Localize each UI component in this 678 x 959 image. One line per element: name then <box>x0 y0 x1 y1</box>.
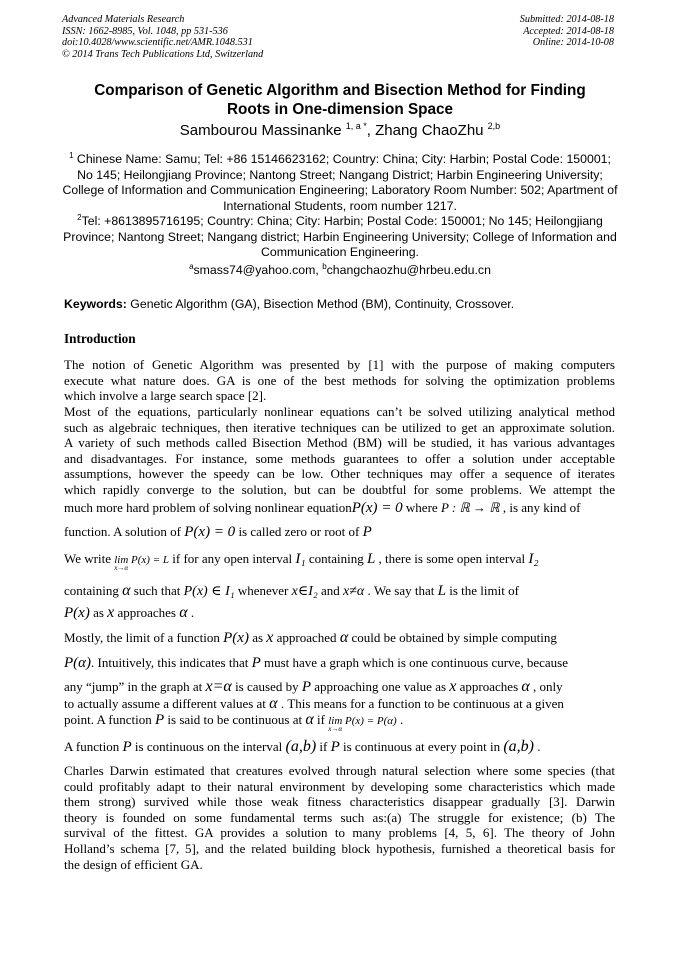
paragraph-2 <box>64 404 615 498</box>
text-span: , only <box>529 679 563 694</box>
affiliation-1-mark: 1 <box>69 151 74 160</box>
formula: α <box>339 629 349 646</box>
text-span: is called zero or root of <box>235 524 363 539</box>
text-span: . <box>396 712 404 727</box>
text-span: . <box>533 739 541 754</box>
text-span: as <box>248 630 267 645</box>
limit-expression <box>114 551 169 572</box>
formula: P(α) <box>64 655 92 671</box>
affiliation-1 <box>60 148 620 214</box>
paragraph-1 <box>64 357 615 404</box>
affiliation-1-text: Chinese Name: Samu; Tel: +86 15146623162; Country: China; City: Harbin; Postal Code: 150001; No 145; Heilongjiang Province; Nantong Street; Nangang District; Harbin Engineering University; College of Information and Communication Engineering; Laboratory Room Number: 502; Apartment of International Students, room number 1217. <box>62 152 618 213</box>
journal-header <box>62 14 263 60</box>
formula: α <box>521 678 530 695</box>
limit-subscript: x→α <box>114 564 128 572</box>
keywords <box>64 297 619 311</box>
section-heading-introduction: Introduction <box>64 331 136 346</box>
text-line: execute what nature does. GA is one of the best methods for solving the optimization problems <box>64 372 615 388</box>
text-line: Holland’s schema [7, 5], and the related building block hypothesis, furnished a theoretical basis for <box>64 840 615 856</box>
text-span: function. A solution of <box>64 524 185 539</box>
math-line <box>64 582 615 600</box>
formula: P <box>330 739 340 755</box>
text-line: assumptions, however the speedy can be low. Other techniques may offer a sequence of iterates <box>64 466 615 482</box>
formula: P <box>155 712 165 728</box>
text-span: must have a graph which is one continuous curve, because <box>260 655 568 670</box>
formula: P(x) = 0 <box>184 524 236 540</box>
accepted-date: Accepted: 2014-08-18 <box>523 25 614 37</box>
title-line-1: Comparison of Genetic Algorithm and Bisection Method for Finding <box>94 82 586 99</box>
copyright: © 2014 Trans Tech Publications Ltd, Switzerland <box>62 48 264 60</box>
formula: lim P(x) = L <box>114 554 169 566</box>
text-span: as <box>89 605 108 620</box>
formula: P(x) = 0 <box>351 500 403 516</box>
text-span: approaching one value as <box>311 679 450 694</box>
text-span: if <box>316 739 331 754</box>
text-span: . We say that <box>364 583 438 598</box>
text-span: is caused by <box>231 679 302 694</box>
text-span: . Intuitively, this indicates that <box>91 655 252 670</box>
keywords-text: Genetic Algorithm (GA), Bisection Method (BM), Continuity, Crossover. <box>126 297 515 311</box>
formula: x <box>107 604 115 621</box>
formula: L <box>437 583 446 599</box>
math-line <box>64 738 615 756</box>
formula: α <box>305 711 314 728</box>
title-line-2: Roots in One-dimension Space <box>226 101 454 118</box>
text-span: , is any kind of <box>499 500 581 515</box>
text-span: much more hard problem of solving nonlinear equation <box>64 500 352 515</box>
text-span: containing <box>64 583 123 598</box>
formula: P <box>362 524 372 540</box>
formula: α <box>122 582 131 599</box>
paragraph-8 <box>64 763 615 872</box>
text-span: any “jump” in the graph at <box>64 679 206 694</box>
author-1: Sambourou Massinanke <box>179 122 342 139</box>
formula: x∈I₂ <box>291 584 318 599</box>
math-line <box>64 524 615 541</box>
paper-title <box>60 81 620 119</box>
text-line: A variety of such methods called Bisection Method (BM) will be studied, it has various advantages <box>64 435 615 451</box>
formula: P(x) ∈ I₁ <box>183 584 235 599</box>
text-span: where <box>402 500 441 515</box>
text-span: containing <box>305 551 367 566</box>
online-date: Online: 2014-10-08 <box>532 37 614 49</box>
formula: α <box>179 604 188 621</box>
text-line: them strong) survived while those weak fitness characteristics disappear gradually [3]. Darwin <box>64 794 615 810</box>
formula: x <box>449 678 457 695</box>
text-line: such as algebraic techniques, then iterative techniques can be utilized to get an approximate solution. <box>64 419 615 435</box>
formula: P <box>122 739 132 755</box>
text-line: and disadvantages. For instance, some methods guarantees to offer a solution under acceptable <box>64 450 615 466</box>
text-span: whenever <box>234 583 292 598</box>
journal-name: Advanced Materials Research <box>62 14 185 25</box>
text-line: Charles Darwin estimated that creatures evolved through natural selection where some species (that <box>64 763 615 778</box>
text-span: approaches <box>456 679 522 694</box>
text-span: is continuous on the interval <box>131 739 286 754</box>
text-span: if <box>313 712 329 727</box>
formula: P <box>251 655 261 671</box>
issn: ISSN: 1662-8985, Vol. 1048, pp 531-536 <box>62 25 228 37</box>
text-line: the design of efficient GA. <box>64 856 203 872</box>
text-span: We write <box>64 551 115 566</box>
formula: (a,b) <box>285 738 317 755</box>
author-2: Zhang ChaoZhu <box>375 122 484 139</box>
formula: P(x) <box>223 630 249 646</box>
math-line <box>64 551 615 572</box>
text-span: if for any open interval <box>169 551 296 566</box>
formula: P(x) <box>64 605 90 621</box>
text-span: to actually assume a different values at <box>64 696 270 711</box>
limit-expression <box>328 712 397 733</box>
author-2-marks: 2,b <box>487 121 501 131</box>
text-line: could profitably adapt to their natural environment by developing some characteristics which made <box>64 778 615 794</box>
text-span: . <box>187 605 195 620</box>
math-line <box>64 711 615 733</box>
formula: I₁ <box>295 551 306 567</box>
text-span: . This means for a function to be continuous at a given <box>277 696 564 711</box>
text-span: approached <box>273 630 340 645</box>
keywords-label: Keywords: <box>64 297 127 311</box>
formula: lim P(x) = P(α) <box>328 715 397 727</box>
submitted-date: Submitted: 2014-08-18 <box>519 14 614 25</box>
text-span: and <box>317 583 344 598</box>
text-line: Most of the equations, particularly nonlinear equations can’t be solved utilizing analytical method <box>64 404 615 419</box>
formula: x=α <box>205 678 232 695</box>
formula: I₂ <box>528 551 539 567</box>
text-span: point. A function <box>64 712 155 727</box>
formula: (a,b) <box>503 738 534 755</box>
math-line <box>64 655 615 672</box>
text-span: such that <box>130 583 184 598</box>
email-a-mark: a <box>189 262 194 271</box>
text-span: is the limit of <box>445 583 519 598</box>
affiliation-2 <box>60 210 620 261</box>
text-span: approaches <box>114 605 180 620</box>
text-span: could be obtained by simple computing <box>348 630 557 645</box>
math-line <box>64 500 615 517</box>
formula: L <box>366 551 376 567</box>
formula: x <box>266 629 274 646</box>
text-span: Mostly, the limit of a function <box>64 630 224 645</box>
text-line: which involve a large search space [2]. <box>64 388 267 404</box>
text-span: , there is some open interval <box>375 551 529 566</box>
text-line: which rapidly converge to the solution, but can be doubtful for some problems. We attempt the <box>64 481 615 497</box>
math-line <box>64 604 615 622</box>
doi-link[interactable]: doi:10.4028/www.scientific.net/AMR.1048.531 <box>62 37 253 49</box>
authors <box>60 121 620 139</box>
email-a[interactable]: smass74@yahoo.com, <box>193 263 323 278</box>
text-line: survival of the fittest. GA provides a solution to many problems [4, 5, 6]. The theory of John <box>64 825 615 841</box>
email-b[interactable]: changchaozhu@hrbeu.edu.cn <box>326 263 491 278</box>
dates-header <box>520 14 614 49</box>
formula: P <box>301 679 312 695</box>
limit-subscript: x→α <box>328 725 342 733</box>
email-b-mark: b <box>322 262 327 271</box>
text-span: is continuous at every point in <box>339 739 504 754</box>
text-span: A function <box>64 739 123 754</box>
affiliation-2-text: Tel: +8613895716195; Country: China; City: Harbin; Postal Code: 150001; No 145; Heilongjiang Province; Nantong Street; Nangang district; Harbin Engineering University; College of Information and Communication Engineering. <box>63 214 617 260</box>
author-1-marks: 1, a * <box>345 121 367 131</box>
formula: P : ℝ → ℝ <box>440 500 500 515</box>
text-line: The notion of Genetic Algorithm was presented by [1] with the purpose of making computers <box>64 357 615 372</box>
formula: x≠α <box>343 584 365 599</box>
math-line <box>64 629 615 647</box>
formula: α <box>269 695 278 712</box>
text-span: is said to be continuous at <box>164 712 306 727</box>
text-line: theory is founded on some fundamental terms such as:(a) The struggle for existence; (b) The <box>64 809 615 825</box>
math-line <box>64 678 615 696</box>
author-emails <box>60 262 620 277</box>
affiliation-2-mark: 2 <box>77 213 82 222</box>
author-separator: , <box>366 122 376 139</box>
